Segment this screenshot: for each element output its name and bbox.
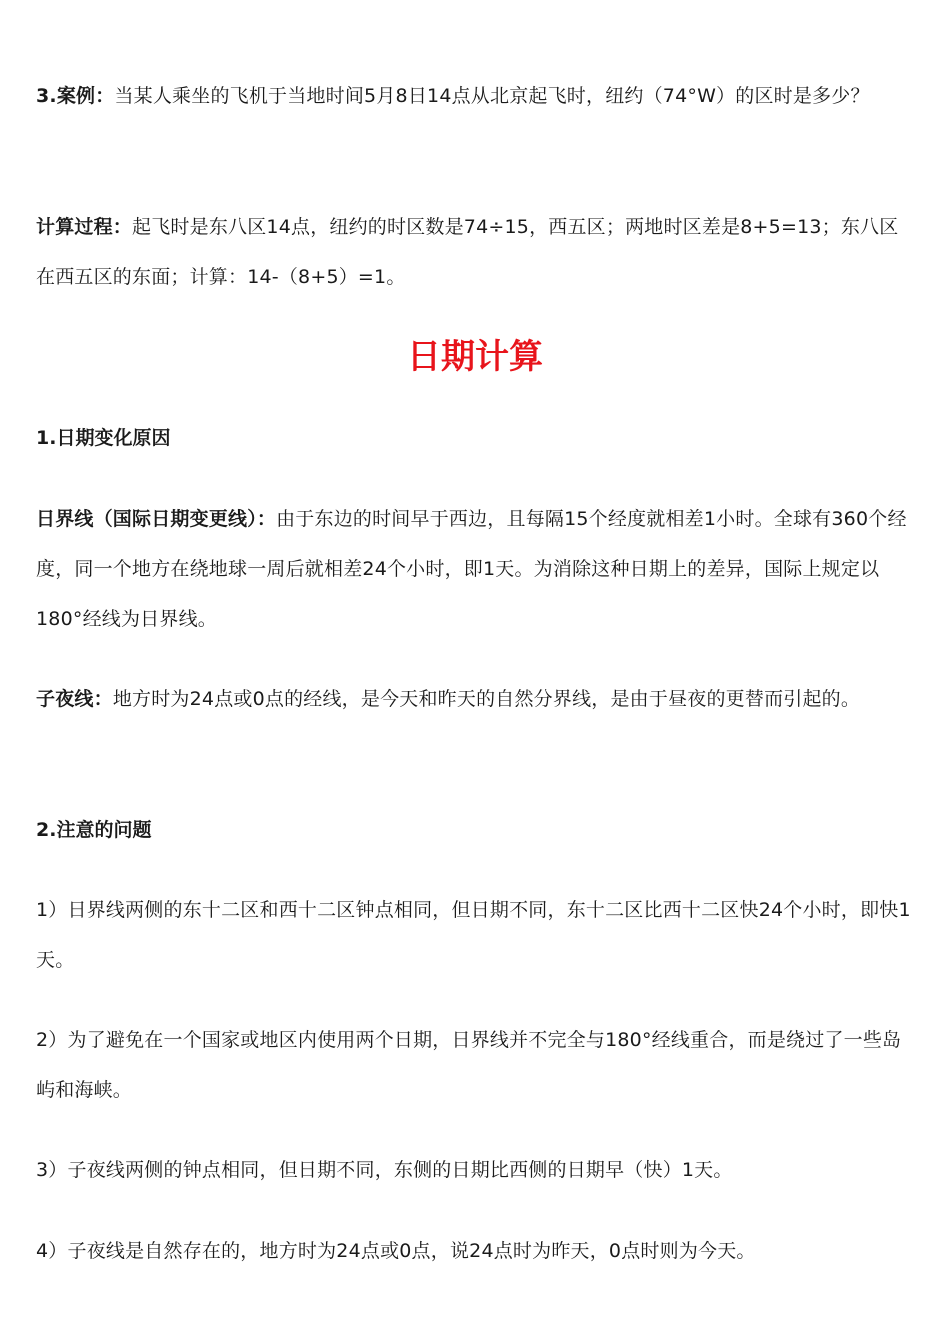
note-item-2: 2）为了避免在一个国家或地区内使用两个日期，日界线并不完全与180°经线重合，而是绕过了一些岛屿和海峡。 (36, 1029, 902, 1101)
section-title: 日期计算 (407, 337, 543, 377)
case-paragraph (36, 71, 914, 121)
midnight-label: 子夜线： (36, 688, 113, 710)
calc-paragraph (36, 202, 914, 302)
note-item-1: 1）日界线两侧的东十二区和西十二区钟点相同，但日期不同，东十二区比西十二区快24个小时，即快1天。 (36, 899, 911, 971)
note-item-3: 3）子夜线两侧的钟点相同，但日期不同，东侧的日期比西侧的日期早（快）1天。 (36, 1159, 733, 1181)
case-label: 3.案例： (36, 85, 115, 107)
dateline-paragraph (36, 494, 914, 644)
part2-heading: 2.注意的问题 (36, 819, 152, 841)
dateline-text: 由于东边的时间早于西边，且每隔15个经度就相差1小时。全球有360个经度，同一个地方在绕地球一周后就相差24个小时，即1天。为消除这种日期上的差异，国际上规定以180°经线为日界线。 (36, 508, 907, 630)
midnight-text: 地方时为24点或0点的经线，是今天和昨天的自然分界线，是由于昼夜的更替而引起的。 (112, 688, 861, 710)
calc-text: 起飞时是东八区14点，纽约的时区数是74÷15，西五区；两地时区差是8+5=13；东八区在西五区的东面；计算：14-（8+5）=1。 (36, 216, 899, 288)
dateline-label: 日界线（国际日期变更线）： (36, 508, 277, 530)
calc-label: 计算过程： (36, 216, 133, 238)
midnight-paragraph (36, 674, 914, 724)
part1-heading: 1.日期变化原因 (36, 427, 171, 449)
case-text: 当某人乘坐的飞机于当地时间5月8日14点从北京起飞时，纽约（74°W）的区时是多少？ (114, 85, 870, 107)
note-item-4: 4）子夜线是自然存在的，地方时为24点或0点，说24点时为昨天，0点时则为今天。 (36, 1240, 756, 1262)
